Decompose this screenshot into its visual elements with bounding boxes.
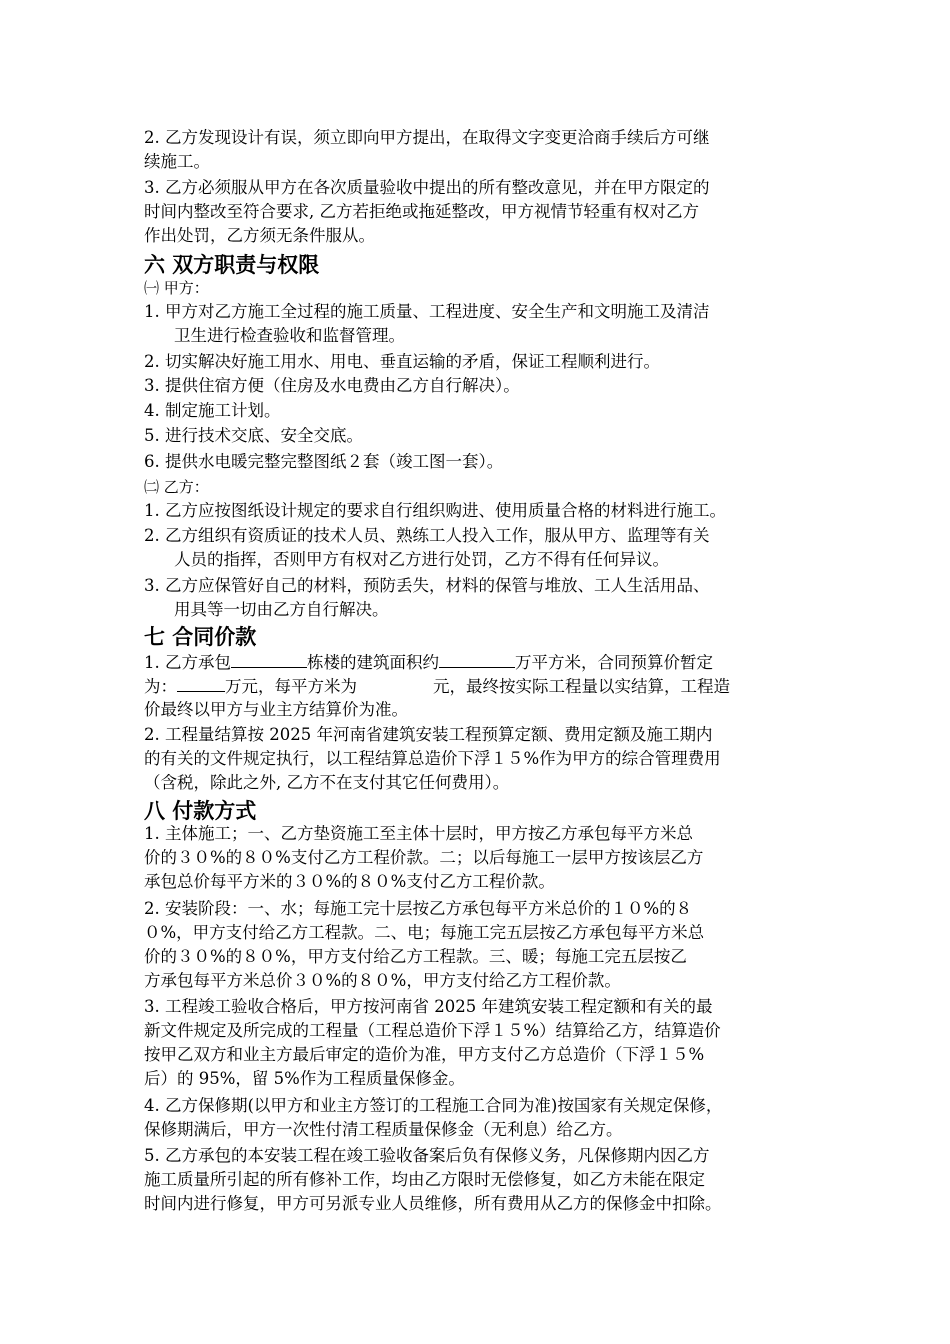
paragraph-line: 5. 乙方承包的本安装工程在竣工验收备案后负有保修义务，凡保修期内因乙方: [144, 1146, 710, 1165]
paragraph-line: [144, 650, 713, 675]
paragraph-line: 2. 工程量结算按 2025 年河南省建筑安装工程预算定额、费用定额及施工期内: [144, 725, 713, 744]
paragraph-line: 3. 乙方必须服从甲方在各次质量验收中提出的所有整改意见，并在甲方限定的: [144, 178, 710, 197]
paragraph-line: 施工质量所引起的所有修补工作，均由乙方限时无偿修复，如乙方未能在限定: [144, 1170, 705, 1189]
paragraph-line: 按甲乙双方和业主方最后审定的造价为准，甲方支付乙方总造价（下浮１５%: [144, 1045, 705, 1064]
fill-blank[interactable]: [439, 650, 515, 668]
text-run: 万平方米，合同预算价暂定: [515, 653, 713, 672]
list-item: 5. 进行技术交底、安全交底。: [144, 426, 363, 445]
text-run: 为：: [144, 677, 177, 696]
section-heading: 七 合同价款: [144, 625, 257, 649]
list-item: 1. 乙方应按图纸设计规定的要求自行组织购进、使用质量合格的材料进行施工。: [144, 501, 726, 520]
paragraph-line: （含税，除此之外, 乙方不在支付其它任何费用）。: [144, 773, 510, 792]
list-item-continuation: 人员的指挥，否则甲方有权对乙方进行处罚，乙方不得有任何异议。: [174, 550, 669, 569]
text-run: 1. 乙方承包: [144, 653, 231, 672]
paragraph-line: 方承包每平方米总价３０%的８０%，甲方支付给乙方工程价款。: [144, 971, 621, 990]
text-run: 元，最终按实际工程量以实结算，工程造: [433, 677, 730, 696]
paragraph-line: 价最终以甲方与业主方结算价为准。: [144, 700, 408, 719]
paragraph-line: 新文件规定及所完成的工程量（工程总造价下浮１５%）结算给乙方，结算造价: [144, 1021, 721, 1040]
paragraph-line: 承包总价每平方米的３０%的８０%支付乙方工程价款。: [144, 872, 555, 891]
fill-blank[interactable]: [231, 650, 307, 668]
text-run: 栋楼的建筑面积约: [307, 653, 439, 672]
paragraph-line: ０%，甲方支付给乙方工程款。二、电；每施工完五层按乙方承包每平方米总: [144, 923, 705, 942]
section-heading: 六 双方职责与权限: [144, 253, 320, 277]
list-item: 3. 乙方应保管好自己的材料，预防丢失，材料的保管与堆放、工人生活用品、: [144, 576, 710, 595]
list-item: 4. 制定施工计划。: [144, 401, 281, 420]
paragraph-line: [144, 674, 730, 699]
list-item-continuation: 用具等一切由乙方自行解决。: [174, 600, 389, 619]
paragraph-line: 价的３０%的８０%，甲方支付给乙方工程款。三、暖；每施工完五层按乙: [144, 947, 687, 966]
list-item: 2. 切实解决好施工用水、用电、垂直运输的矛盾，保证工程顺利进行。: [144, 352, 660, 371]
party-a-label: ㈠ 甲方：: [144, 279, 209, 297]
list-item: 1. 甲方对乙方施工全过程的施工质量、工程进度、安全生产和文明施工及清洁: [144, 302, 710, 321]
paragraph-line: 续施工。: [144, 152, 210, 171]
fill-blank[interactable]: [177, 674, 225, 692]
paragraph-line: 时间内整改至符合要求, 乙方若拒绝或拖延整改，甲方视情节轻重有权对乙方: [144, 202, 699, 221]
paragraph-line: 3. 工程竣工验收合格后，甲方按河南省 2025 年建筑安装工程定额和有关的最: [144, 997, 713, 1016]
paragraph-line: 1. 主体施工；一、乙方垫资施工至主体十层时，甲方按乙方承包每平方米总: [144, 824, 693, 843]
paragraph-line: 保修期满后，甲方一次性付清工程质量保修金（无利息）给乙方。: [144, 1120, 623, 1139]
party-b-label: ㈡ 乙方：: [144, 478, 209, 496]
paragraph-line: 时间内进行修复，甲方可另派专业人员维修，所有费用从乙方的保修金中扣除。: [144, 1194, 722, 1213]
list-item: 3. 提供住宿方便（住房及水电费由乙方自行解决）。: [144, 376, 520, 395]
list-item: 6. 提供水电暖完整完整图纸２套（竣工图一套）。: [144, 452, 504, 471]
paragraph-line: 2. 乙方发现设计有误，须立即向甲方提出，在取得文字变更洽商手续后方可继: [144, 128, 710, 147]
list-item: 2. 乙方组织有资质证的技术人员、熟练工人投入工作，服从甲方、监理等有关: [144, 526, 710, 545]
list-item-continuation: 卫生进行检查验收和监督管理。: [174, 326, 405, 345]
paragraph-line: 后）的 95%，留 5%作为工程质量保修金。: [144, 1069, 465, 1088]
paragraph-line: 作出处罚，乙方须无条件服从。: [144, 226, 375, 245]
paragraph-line: 价的３０%的８０%支付乙方工程价款。二；以后每施工一层甲方按该层乙方: [144, 848, 704, 867]
section-heading: 八 付款方式: [144, 799, 257, 823]
paragraph-line: 的有关的文件规定执行，以工程结算总造价下浮１５%作为甲方的综合管理费用: [144, 749, 721, 768]
paragraph-line: 2. 安装阶段：一、水；每施工完十层按乙方承包每平方米总价的１０%的８: [144, 899, 693, 918]
paragraph-line: 4. 乙方保修期(以甲方和业主方签订的工程施工合同为准)按国家有关规定保修，: [144, 1096, 723, 1115]
text-run: 万元，每平方米为: [225, 677, 357, 696]
